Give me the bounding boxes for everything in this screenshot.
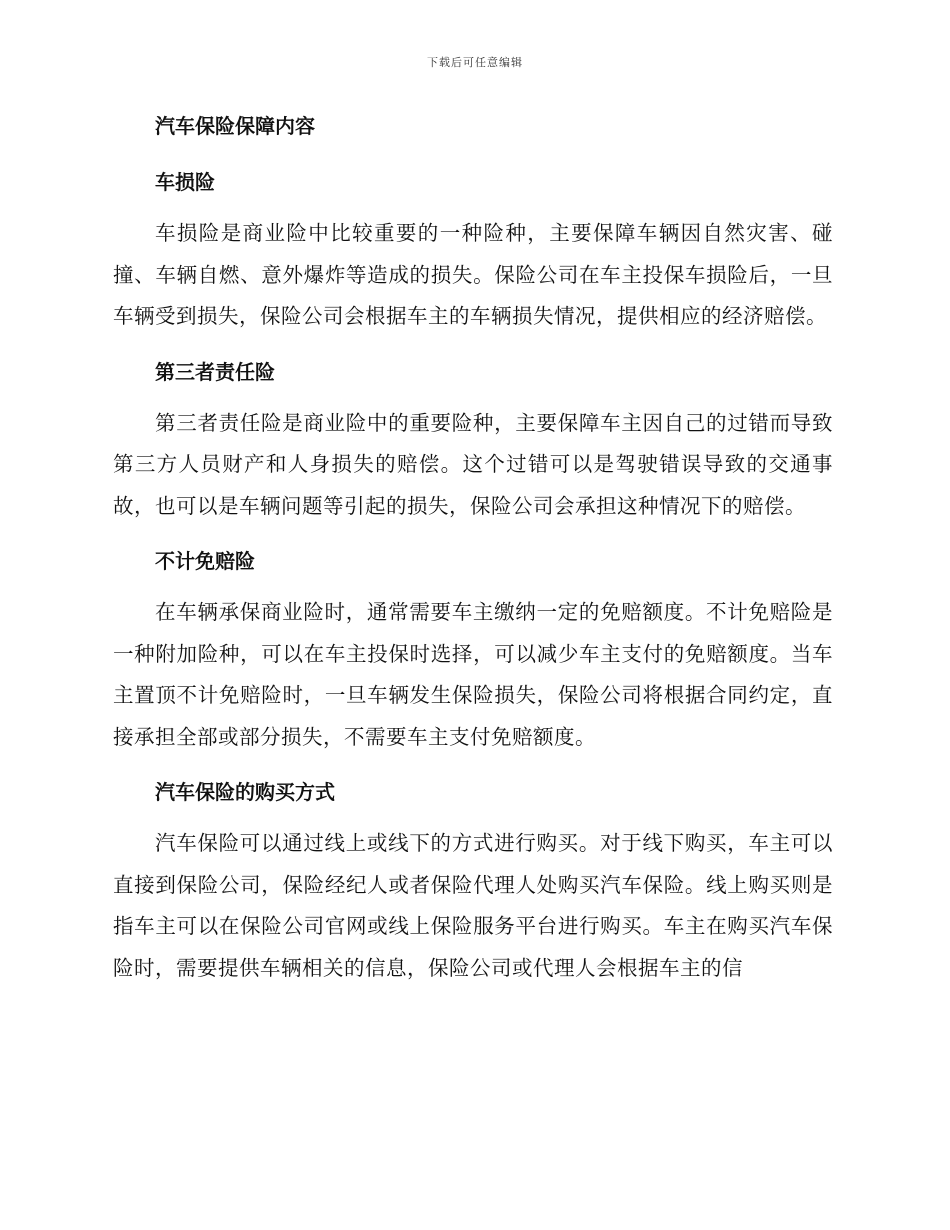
section-heading-purchase-methods: 汽车保险的购买方式 (155, 780, 335, 804)
section-heading-third-party: 第三者责任险 (155, 359, 275, 384)
section-heading-vehicle-damage: 车损险 (155, 170, 215, 194)
section-heading-deductible-waiver: 不计免赔险 (155, 549, 255, 573)
paragraph-deductible-waiver: 在车辆承保商业险时，通常需要车主缴纳一定的免赔额度。不计免赔险是一种附加险种，可以在车主投保时选择，可以减少车主支付的免赔额度。当车主置顶不计免赔险时，一旦车辆发生保险损失，保险公司将根据合同约定，直接承担全部或部分损失，不需要车主支付免赔额度。 (113, 600, 833, 749)
paragraph-third-party: 第三者责任险是商业险中的重要险种，主要保障车主因自己的过错而导致第三方人员财产和人身损失的赔偿。这个过错可以是驾驶错误导致的交通事故，也可以是车辆问题等引起的损失，保险公司会承担这种情况下的赔偿。 (113, 410, 833, 518)
paragraph-purchase-methods: 汽车保险可以通过线上或线下的方式进行购买。对于线下购买，车主可以直接到保险公司，保险经纪人或者保险代理人处购买汽车保险。线上购买则是指车主可以在保险公司官网或线上保险服务平台进行购买。车主在购买汽车保险时，需要提供车辆相关的信息，保险公司或代理人会根据车主的信 (113, 831, 833, 980)
section-heading-main: 汽车保险保障内容 (155, 114, 315, 138)
paragraph-vehicle-damage: 车损险是商业险中比较重要的一种险种，主要保障车辆因自然灾害、碰撞、车辆自燃、意外爆炸等造成的损失。保险公司在车主投保车损险后，一旦车辆受到损失，保险公司会根据车主的车辆损失情况，提供相应的经济赔偿。 (113, 221, 833, 328)
document-body (113, 106, 833, 989)
page-header: 下载后可任意编辑 (427, 56, 523, 69)
